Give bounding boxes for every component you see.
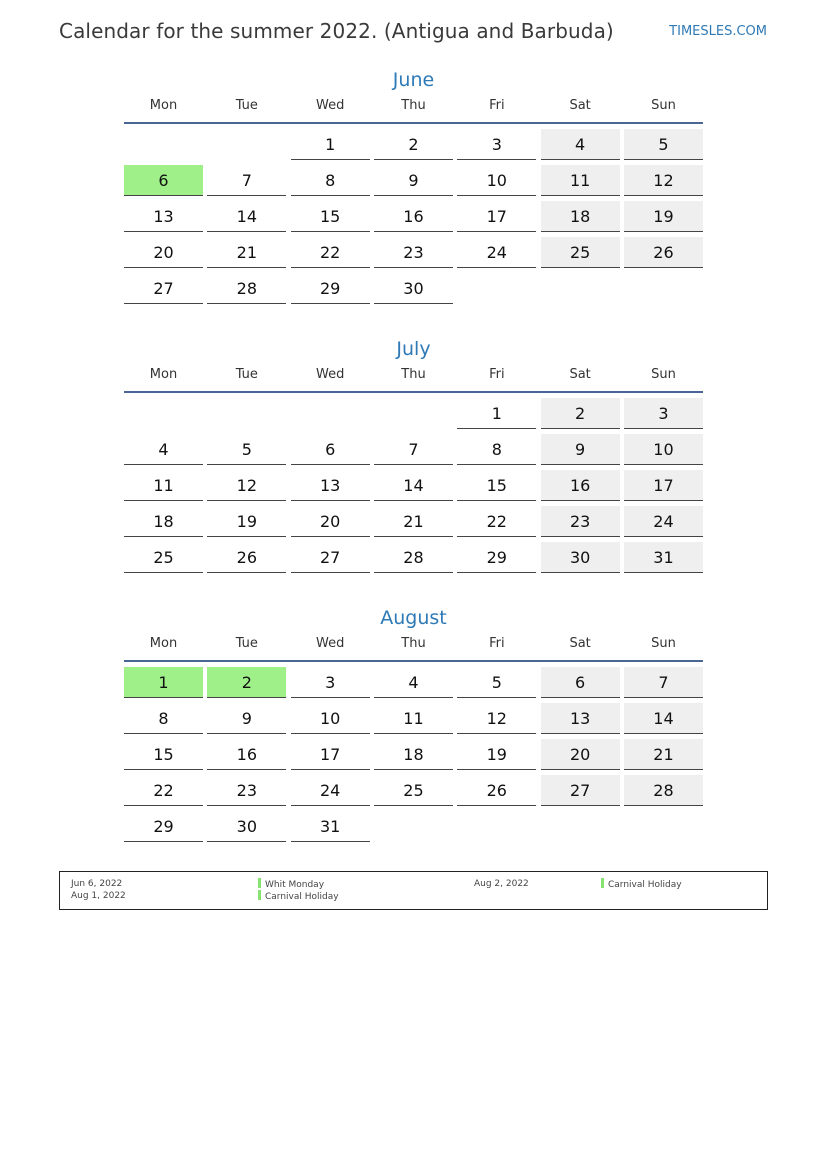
legend-name: Carnival Holiday bbox=[265, 892, 339, 902]
holiday-day-cell: 2 bbox=[207, 667, 286, 698]
holiday-legend bbox=[59, 871, 768, 910]
day-cell: 17 bbox=[291, 739, 370, 770]
month-title: July bbox=[396, 338, 431, 360]
day-cell: 9 bbox=[374, 165, 453, 196]
day-grid bbox=[124, 129, 703, 304]
day-cell: 10 bbox=[457, 165, 536, 196]
day-cell: 18 bbox=[541, 201, 620, 232]
weekday-label: Tue bbox=[235, 98, 258, 113]
weekday-label: Wed bbox=[315, 98, 345, 113]
day-cell: 23 bbox=[207, 775, 286, 806]
weekday-header bbox=[124, 367, 703, 393]
day-cell: 14 bbox=[207, 201, 286, 232]
legend-date: Jun 6, 2022 bbox=[71, 879, 123, 889]
day-cell: 18 bbox=[374, 739, 453, 770]
day-cell: 2 bbox=[541, 398, 620, 429]
month-july bbox=[124, 337, 703, 573]
day-cell: 11 bbox=[124, 470, 203, 501]
day-cell: 9 bbox=[207, 703, 286, 734]
day-cell: 4 bbox=[541, 129, 620, 160]
day-cell: 8 bbox=[124, 703, 203, 734]
day-cell: 30 bbox=[541, 542, 620, 573]
day-cell: 22 bbox=[457, 506, 536, 537]
weekday-label: Sat bbox=[569, 98, 591, 113]
day-cell: 1 bbox=[457, 398, 536, 429]
day-cell: 15 bbox=[457, 470, 536, 501]
day-cell: 30 bbox=[374, 273, 453, 304]
day-cell: 12 bbox=[207, 470, 286, 501]
day-grid bbox=[124, 667, 703, 842]
month-august bbox=[124, 606, 703, 842]
empty-cell bbox=[207, 129, 286, 160]
day-cell: 13 bbox=[541, 703, 620, 734]
day-cell: 3 bbox=[624, 398, 703, 429]
day-cell: 2 bbox=[374, 129, 453, 160]
month-june bbox=[124, 68, 703, 304]
day-cell: 8 bbox=[457, 434, 536, 465]
day-cell: 16 bbox=[207, 739, 286, 770]
legend-date: Aug 2, 2022 bbox=[474, 879, 529, 889]
day-cell: 27 bbox=[291, 542, 370, 573]
day-cell: 22 bbox=[291, 237, 370, 268]
day-cell: 21 bbox=[374, 506, 453, 537]
weekday-label: Fri bbox=[489, 98, 505, 113]
day-cell: 13 bbox=[291, 470, 370, 501]
legend-holiday bbox=[601, 878, 682, 891]
day-cell: 12 bbox=[457, 703, 536, 734]
weekday-label: Wed bbox=[315, 636, 345, 651]
weekday-label: Wed bbox=[315, 367, 345, 382]
page-title: Calendar for the summer 2022. (Antigua and Barbuda) bbox=[59, 19, 614, 43]
empty-cell bbox=[124, 398, 203, 429]
day-cell: 21 bbox=[207, 237, 286, 268]
day-cell: 19 bbox=[457, 739, 536, 770]
day-cell: 3 bbox=[291, 667, 370, 698]
legend-date: Aug 1, 2022 bbox=[71, 891, 126, 901]
site-link[interactable]: TIMESLES.COM bbox=[669, 24, 767, 39]
day-cell: 20 bbox=[291, 506, 370, 537]
day-cell: 12 bbox=[624, 165, 703, 196]
day-cell: 16 bbox=[374, 201, 453, 232]
empty-cell bbox=[291, 398, 370, 429]
weekday-label: Sat bbox=[569, 636, 591, 651]
holiday-day-cell: 6 bbox=[124, 165, 203, 196]
day-cell: 15 bbox=[124, 739, 203, 770]
weekday-label: Tue bbox=[235, 367, 258, 382]
empty-cell bbox=[374, 398, 453, 429]
day-cell: 5 bbox=[207, 434, 286, 465]
weekday-label: Thu bbox=[401, 98, 426, 113]
weekday-label: Sat bbox=[569, 367, 591, 382]
day-cell: 25 bbox=[541, 237, 620, 268]
day-cell: 9 bbox=[541, 434, 620, 465]
day-cell: 5 bbox=[624, 129, 703, 160]
day-cell: 11 bbox=[541, 165, 620, 196]
day-cell: 18 bbox=[124, 506, 203, 537]
day-cell: 19 bbox=[207, 506, 286, 537]
empty-cell bbox=[207, 398, 286, 429]
day-cell: 29 bbox=[457, 542, 536, 573]
day-cell: 28 bbox=[624, 775, 703, 806]
holiday-marker bbox=[258, 878, 261, 888]
day-cell: 24 bbox=[291, 775, 370, 806]
day-cell: 27 bbox=[124, 273, 203, 304]
day-cell: 23 bbox=[374, 237, 453, 268]
month-title: June bbox=[392, 69, 435, 91]
weekday-label: Thu bbox=[401, 636, 426, 651]
weekday-label: Sun bbox=[651, 98, 676, 113]
day-cell: 1 bbox=[291, 129, 370, 160]
day-cell: 10 bbox=[291, 703, 370, 734]
day-cell: 7 bbox=[624, 667, 703, 698]
day-cell: 15 bbox=[291, 201, 370, 232]
day-cell: 14 bbox=[374, 470, 453, 501]
holiday-day-cell: 1 bbox=[124, 667, 203, 698]
day-cell: 14 bbox=[624, 703, 703, 734]
legend-name: Carnival Holiday bbox=[608, 880, 682, 890]
weekday-label: Mon bbox=[149, 367, 178, 382]
day-cell: 23 bbox=[541, 506, 620, 537]
day-cell: 28 bbox=[374, 542, 453, 573]
legend-name: Whit Monday bbox=[265, 880, 325, 890]
day-cell: 13 bbox=[124, 201, 203, 232]
day-cell: 7 bbox=[374, 434, 453, 465]
weekday-label: Fri bbox=[489, 367, 505, 382]
weekday-label: Tue bbox=[235, 636, 258, 651]
day-cell: 21 bbox=[624, 739, 703, 770]
day-cell: 8 bbox=[291, 165, 370, 196]
weekday-label: Mon bbox=[149, 636, 178, 651]
day-cell: 6 bbox=[541, 667, 620, 698]
day-cell: 6 bbox=[291, 434, 370, 465]
day-cell: 24 bbox=[624, 506, 703, 537]
month-title: August bbox=[380, 607, 447, 629]
day-cell: 20 bbox=[124, 237, 203, 268]
day-cell: 26 bbox=[457, 775, 536, 806]
day-cell: 24 bbox=[457, 237, 536, 268]
weekday-label: Mon bbox=[149, 98, 178, 113]
day-cell: 17 bbox=[457, 201, 536, 232]
day-cell: 31 bbox=[624, 542, 703, 573]
day-cell: 11 bbox=[374, 703, 453, 734]
day-cell: 10 bbox=[624, 434, 703, 465]
weekday-header bbox=[124, 98, 703, 124]
day-cell: 20 bbox=[541, 739, 620, 770]
day-cell: 31 bbox=[291, 811, 370, 842]
day-cell: 4 bbox=[374, 667, 453, 698]
day-cell: 17 bbox=[624, 470, 703, 501]
day-cell: 3 bbox=[457, 129, 536, 160]
day-cell: 22 bbox=[124, 775, 203, 806]
day-cell: 26 bbox=[624, 237, 703, 268]
day-cell: 16 bbox=[541, 470, 620, 501]
weekday-header bbox=[124, 636, 703, 662]
day-cell: 29 bbox=[291, 273, 370, 304]
day-cell: 30 bbox=[207, 811, 286, 842]
holiday-marker bbox=[258, 890, 261, 900]
day-cell: 27 bbox=[541, 775, 620, 806]
day-cell: 7 bbox=[207, 165, 286, 196]
day-cell: 5 bbox=[457, 667, 536, 698]
day-cell: 19 bbox=[624, 201, 703, 232]
day-cell: 25 bbox=[374, 775, 453, 806]
day-cell: 26 bbox=[207, 542, 286, 573]
weekday-label: Sun bbox=[651, 367, 676, 382]
day-cell: 28 bbox=[207, 273, 286, 304]
day-cell: 29 bbox=[124, 811, 203, 842]
weekday-label: Fri bbox=[489, 636, 505, 651]
day-cell: 4 bbox=[124, 434, 203, 465]
weekday-label: Sun bbox=[651, 636, 676, 651]
holiday-marker bbox=[601, 878, 604, 888]
empty-cell bbox=[124, 129, 203, 160]
legend-holiday bbox=[258, 890, 339, 903]
day-grid bbox=[124, 398, 703, 573]
day-cell: 25 bbox=[124, 542, 203, 573]
weekday-label: Thu bbox=[401, 367, 426, 382]
